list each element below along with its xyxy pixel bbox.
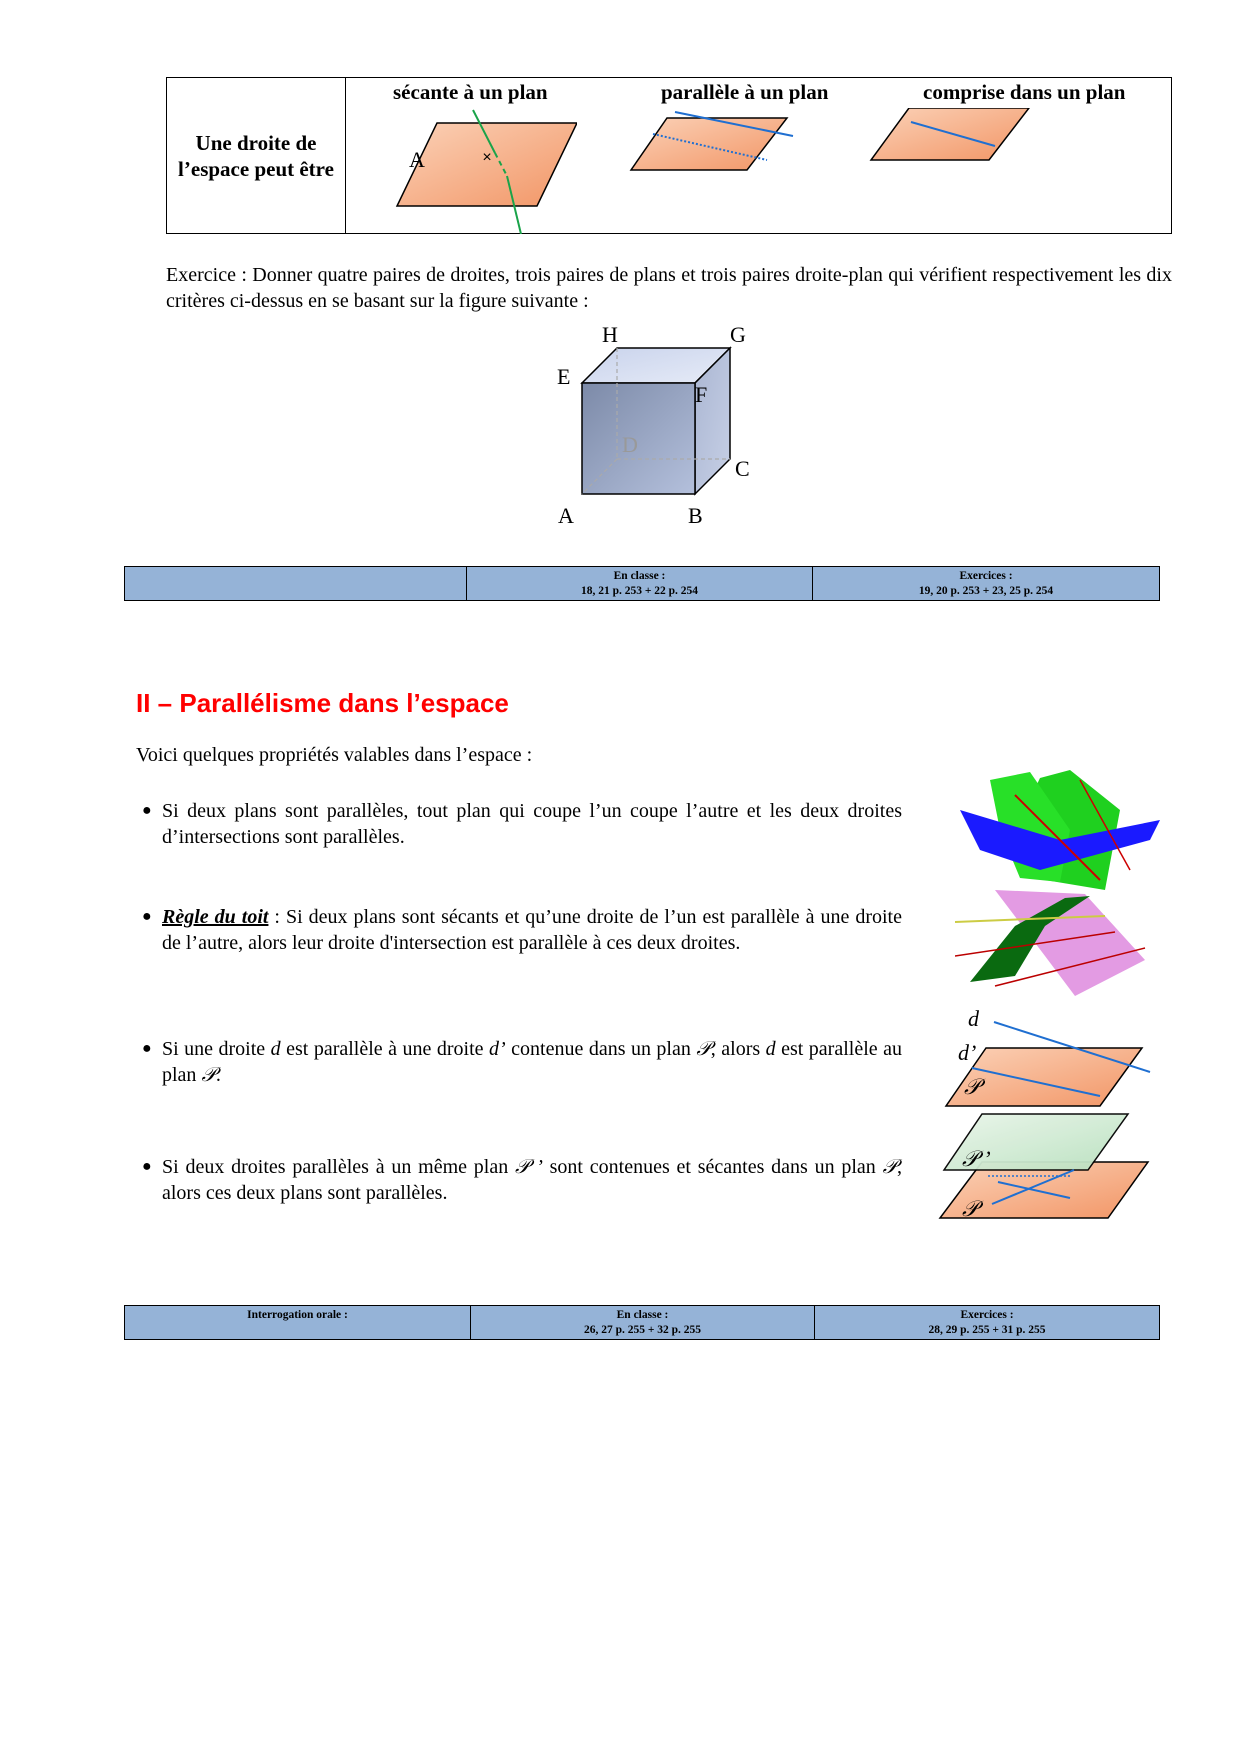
p3-plane: 𝒫	[696, 1038, 711, 1060]
exercise-text: Exercice : Donner quatre paires de droites, trois paires de plans et trois paires droite-plan qui vérifient respectivement les dix critères ci-dessus en se basant sur la figure suivante :	[166, 264, 1172, 312]
col-comprise: comprise dans un plan	[923, 80, 1126, 104]
p3-part: , alors	[710, 1038, 766, 1060]
fig-label-pprime: 𝒫 ’	[962, 1146, 991, 1171]
p4-part: Si deux droites parallèles à un même plan	[162, 1156, 516, 1178]
bar2-en-classe	[471, 1306, 815, 1339]
property-4	[142, 1154, 902, 1206]
p3-dprime: d’	[489, 1038, 506, 1060]
property-2-text	[142, 904, 902, 956]
bar1-en-classe	[467, 567, 813, 600]
property-3	[142, 1036, 902, 1088]
exercise-bar-2	[124, 1305, 1160, 1340]
exercise-bar-1	[124, 566, 1160, 601]
section-intro: Voici quelques propriétés valables dans l’espace :	[136, 744, 533, 766]
bullet-icon: ●	[142, 1040, 152, 1057]
p3-d: d	[765, 1038, 776, 1060]
bullet-icon: ●	[142, 802, 152, 819]
cube-front-face	[582, 383, 695, 494]
cube-label-d: D	[622, 432, 638, 457]
positions-table	[166, 77, 1172, 234]
property-3-text	[142, 1036, 902, 1088]
bar1-exercices	[813, 567, 1159, 600]
fig-label-d: d	[968, 1006, 979, 1031]
p4-part: sont contenues et sécantes dans un plan	[542, 1156, 883, 1178]
fig-label-dprime: d’	[958, 1040, 977, 1065]
cube-label-a: A	[558, 503, 574, 528]
fig-label-p: 𝒫	[964, 1074, 980, 1099]
bar2-interrogation-title: Interrogation orale :	[247, 1309, 348, 1321]
bar1-en-classe-title: En classe :	[613, 570, 666, 582]
bar2-en-classe-refs: 26, 27 p. 255 + 32 p. 255	[583, 1324, 702, 1336]
col-secante: sécante à un plan	[393, 80, 548, 104]
bullet-icon: ●	[142, 1158, 152, 1175]
bar1-exercices-title: Exercices :	[959, 570, 1013, 582]
parallel-plane-figure	[617, 108, 797, 188]
p4-plane-prime: 𝒫 ’	[515, 1156, 543, 1178]
positions-left-label: Une droite de l’espace peut être	[167, 78, 346, 233]
cross-mark: ×	[482, 149, 492, 166]
bullet-icon: ●	[142, 908, 152, 925]
section-title: II – Parallélisme dans l’espace	[136, 688, 509, 718]
bar1-exercices-refs: 19, 20 p. 253 + 23, 25 p. 254	[918, 585, 1054, 597]
bar2-exercices-refs: 28, 29 p. 255 + 31 p. 255	[928, 1324, 1046, 1336]
bar2-en-classe-title: En classe :	[616, 1309, 669, 1321]
property-2-body: : Si deux plans sont sécants et qu’une droite de l’un est parallèle à une droite de l’autre, alors leur droite d'intersection est parallèle à ces deux droites.	[162, 906, 902, 954]
p3-part: est parallèle à une droite	[280, 1038, 489, 1060]
property-4-text	[142, 1154, 902, 1206]
roof-rule-figure	[955, 886, 1155, 996]
cube-label-c: C	[735, 456, 750, 481]
p3-part: est parallèle au plan	[162, 1038, 902, 1086]
bar2-exercices-title: Exercices :	[960, 1309, 1014, 1321]
bar1-en-classe-refs: 18, 21 p. 253 + 22 p. 254	[580, 585, 699, 597]
col-parallele: parallèle à un plan	[661, 80, 829, 104]
p4-part: , alors ces deux plans sont parallèles.	[162, 1156, 902, 1204]
p3-plane: 𝒫	[201, 1064, 216, 1086]
p3-part: contenue dans un plan	[505, 1038, 697, 1060]
p3-d: d	[270, 1038, 281, 1060]
p4-plane: 𝒫	[882, 1156, 897, 1178]
fig-label-p2: 𝒫	[962, 1196, 978, 1221]
secant-plane-figure	[377, 108, 577, 234]
p3-part: .	[215, 1064, 221, 1086]
cube-label-b: B	[688, 503, 703, 528]
bar1-empty-cell	[125, 567, 467, 600]
cube-label-g: G	[730, 322, 746, 347]
cube-label-f: F	[695, 382, 708, 407]
regle-du-toit-title: Règle du toit	[162, 906, 269, 928]
cube-figure	[575, 340, 745, 500]
p3-part: Si une droite	[162, 1038, 271, 1060]
property-1-text: Si deux plans sont parallèles, tout plan qui coupe l’un coupe l’autre et les deux droites d’intersections sont parallèles.	[162, 800, 902, 848]
bar2-exercices	[815, 1306, 1159, 1339]
included-plane-figure	[867, 108, 1047, 188]
cube-label-e: E	[557, 364, 571, 389]
bar2-interrogation	[125, 1306, 471, 1339]
point-a-label: A	[409, 147, 425, 172]
plane-shape	[631, 118, 787, 170]
cube-label-h: H	[602, 322, 618, 347]
parallel-planes-3d-figure	[960, 770, 1160, 890]
property-1	[142, 798, 902, 850]
property-2	[142, 904, 902, 956]
